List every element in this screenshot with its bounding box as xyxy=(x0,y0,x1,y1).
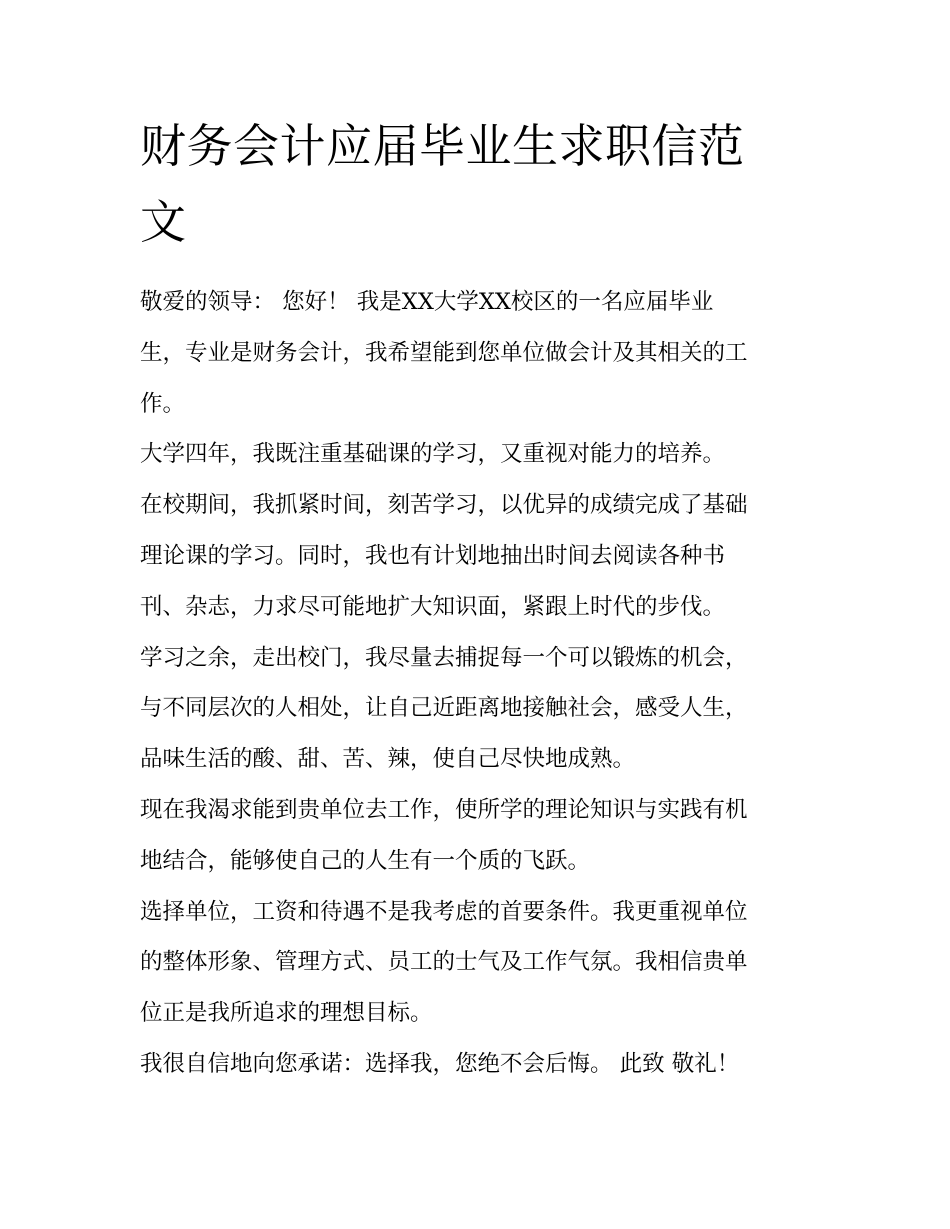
text-line: 在校期间，我抓紧时间，刻苦学习，以优异的成绩完成了基础 xyxy=(140,492,748,519)
text-line: 理论课的学习。同时，我也有计划地抽出时间去阅读各种书 xyxy=(140,542,726,569)
text-line: 敬爱的领导： 您好！ 我是XX大学XX校区的一名应届毕业 xyxy=(140,289,714,315)
text-line: 我很自信地向您承诺：选择我，您绝不会后悔。 此致 敬礼！ xyxy=(140,1050,740,1077)
paragraph-greeting xyxy=(140,277,818,429)
text-line: 与不同层次的人相处，让自己近距离地接触社会，感受人生， xyxy=(140,695,748,722)
document-title xyxy=(140,108,820,260)
paragraph-practice xyxy=(140,633,818,785)
text-line: 学习之余，走出校门，我尽量去捕捉每一个可以锻炼的机会， xyxy=(140,644,748,671)
text-line: 位正是我所追求的理想目标。 xyxy=(140,1000,433,1027)
text-line: 大学四年，我既注重基础课的学习，又重视对能力的培养。 xyxy=(140,441,726,468)
text-line: 作。 xyxy=(140,390,186,417)
paragraph-aspiration xyxy=(140,785,818,887)
text-line: 选择单位，工资和待遇不是我考虑的首要条件。我更重视单位 xyxy=(140,898,748,925)
paragraph-priorities xyxy=(140,887,818,1039)
text-line: 的整体形象、管理方式、员工的士气及工作气氛。我相信贵单 xyxy=(140,949,748,976)
text-line: 现在我渴求能到贵单位去工作，使所学的理论知识与实践有机 xyxy=(140,796,748,823)
text-line: 生，专业是财务会计，我希望能到您单位做会计及其相关的工 xyxy=(140,339,748,366)
title-line: 文 xyxy=(140,195,187,249)
title-line: 财务会计应届毕业生求职信范 xyxy=(140,119,745,173)
text-line: 品味生活的酸、甜、苦、辣，使自己尽快地成熟。 xyxy=(140,746,636,773)
paragraph-closing xyxy=(140,1039,818,1090)
document-body xyxy=(140,277,818,1090)
paragraph-study xyxy=(140,480,818,632)
paragraph-university xyxy=(140,429,818,480)
text-line: 地结合，能够使自己的人生有一个质的飞跃。 xyxy=(140,847,591,874)
text-line: 刊、杂志，力求尽可能地扩大知识面，紧跟上时代的步伐。 xyxy=(140,593,726,620)
